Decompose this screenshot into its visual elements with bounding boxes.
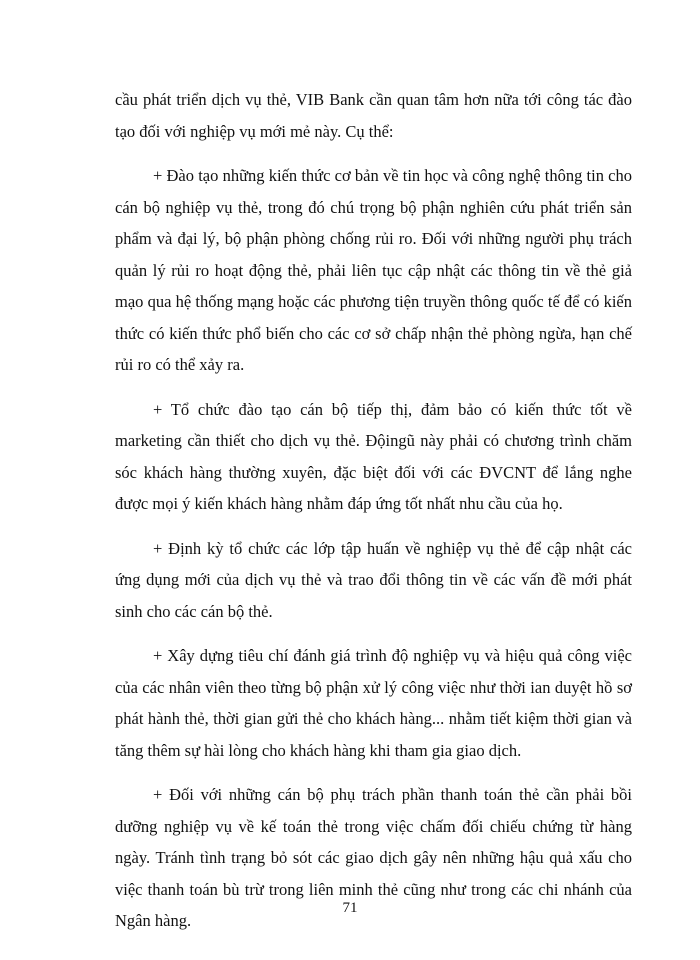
- paragraph-payment-staff: + Đối với những cán bộ phụ trách phần thanh toán thẻ cần phải bồi dưỡng nghiệp vụ về kế toán thẻ trong việc chấm đối chiếu chứng từ hàng ngày. Tránh tình trạng bỏ sót các giao dịch gây nên những hậu quả xấu cho việc thanh toán bù trừ trong liên minh thẻ cũng như trong các chi nhánh của Ngân hàng.: [115, 785, 632, 930]
- body-text: [115, 84, 632, 950]
- paragraph-intro: cầu phát triển dịch vụ thẻ, VIB Bank cần quan tâm hơn nữa tới công tác đào tạo đối với nghiệp vụ mới mẻ này. Cụ thể:: [115, 90, 632, 141]
- page-number: 71: [342, 900, 358, 916]
- paragraph-evaluation-criteria: + Xây dựng tiêu chí đánh giá trình độ nghiệp vụ và hiệu quả công việc của các nhân viên theo từng bộ phận xử lý công việc như thời ian duyệt hồ sơ phát hành thẻ, thời gian gửi thẻ cho khách hàng... nhằm tiết kiệm thời gian và tăng thêm sự hài lòng cho khách hàng khi tham gia giao dịch.: [115, 646, 632, 760]
- paragraph-training-it: + Đào tạo những kiến thức cơ bản về tin học và công nghệ thông tin cho cán bộ nghiệp vụ thẻ, trong đó chú trọng bộ phận nghiên cứu phát triển sản phẩm và đại lý, bộ phận phòng chống rủi ro. Đối với những người phụ trách quản lý rủi ro hoạt động thẻ, phải liên tục cập nhật các thông tin về thẻ giả mạo qua hệ thống mạng hoặc các phương tiện truyền thông quốc tế để có kiến thức có kiến thức phổ biến cho các cơ sở chấp nhận thẻ phòng ngừa, hạn chế rủi ro có thể xảy ra.: [115, 166, 632, 374]
- paragraph-marketing: + Tổ chức đào tạo cán bộ tiếp thị, đảm bảo có kiến thức tốt về marketing cần thiết cho dịch vụ thẻ. Độingũ này phải có chương trình chăm sóc khách hàng thường xuyên, đặc biệt đối với các ĐVCNT để lắng nghe được mọi ý kiến khách hàng nhằm đáp ứng tốt nhất nhu cầu của họ.: [115, 399, 632, 513]
- paragraph-periodic-training: + Định kỳ tổ chức các lớp tập huấn về nghiệp vụ thẻ để cập nhật các ứng dụng mới của dịch vụ thẻ và trao đổi thông tin về các vấn đề mới phát sinh cho các cán bộ thẻ.: [115, 538, 632, 621]
